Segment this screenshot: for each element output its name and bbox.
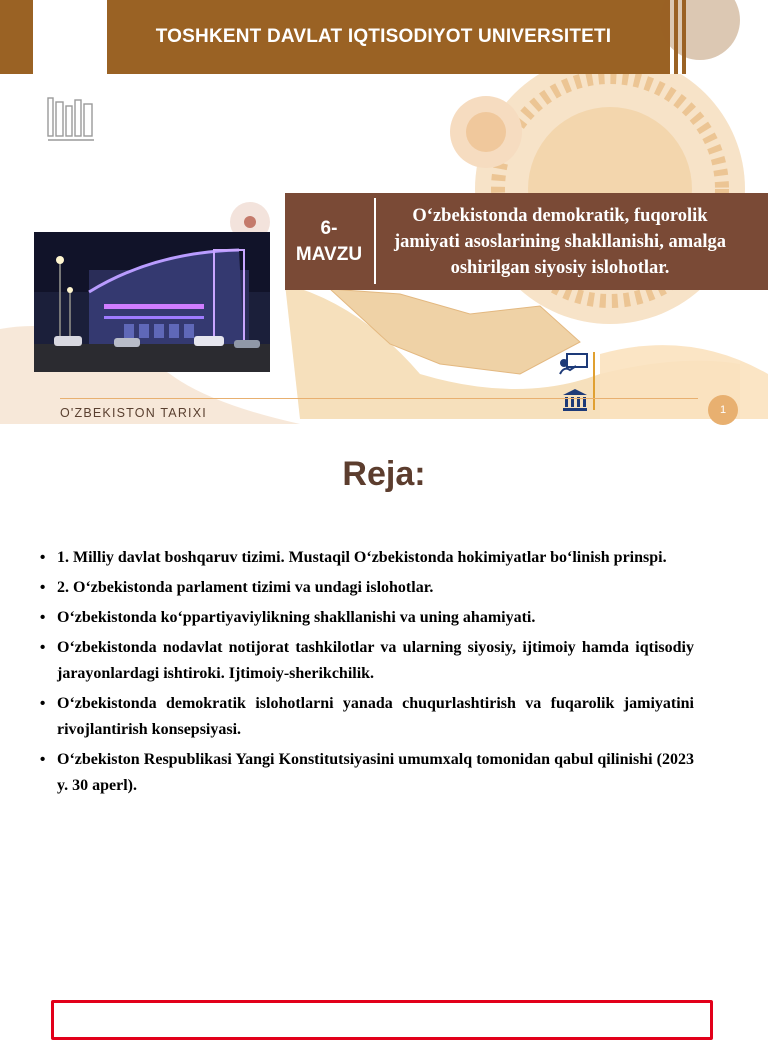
plan-item-text: 1. Milliy davlat boshqaruv tizimi. Mustaqil O‘zbekistonda hokimiyatlar bo‘linish prinspi. — [57, 549, 667, 566]
bullet-icon: • — [40, 609, 46, 626]
page-number: 1 — [708, 395, 738, 425]
library-logo-icon — [46, 96, 96, 144]
bullet-icon: • — [40, 751, 46, 768]
plan-item — [38, 575, 694, 601]
bullet-icon: • — [40, 579, 46, 596]
plan-list — [38, 545, 694, 803]
icon-divider — [593, 352, 595, 410]
topic-number-value: 6- — [320, 217, 338, 239]
plan-item — [38, 691, 694, 743]
plan-item — [38, 605, 694, 631]
plan-item — [38, 545, 694, 571]
red-frame — [51, 1000, 713, 1040]
topic-title: O‘zbekistonda demokratik, fuqorolik jamiyati asoslarining shakllanishi, amalga oshirilgan siyosiy islohotlar. — [393, 205, 727, 278]
bullet-icon: • — [40, 695, 46, 712]
topic-divider — [374, 198, 376, 284]
subject-underline — [60, 398, 698, 399]
university-building-icon — [562, 388, 588, 412]
subject-name: O'ZBEKISTON TARIXI — [60, 406, 207, 420]
bullet-icon: • — [40, 549, 46, 566]
plan-item-text: O‘zbekistonda ko‘ppartiyaviylikning shakllanishi va uning ahamiyati. — [57, 609, 536, 626]
header-left-accent — [0, 0, 33, 74]
topic-number — [285, 193, 373, 290]
presentation-icon — [558, 352, 590, 376]
bullet-icon: • — [40, 639, 46, 656]
plan-item-text: O‘zbekiston Respublikasi Yangi Konstitutsiyasini umumxalq tomonidan qabul qilinishi (2023 y. 30 aperl). — [57, 751, 694, 794]
plan-item — [38, 747, 694, 799]
plan-item — [38, 635, 694, 687]
topic-number-label: MAVZU — [295, 243, 363, 265]
university-title: TOSHKENT DAVLAT IQTISODIYOT UNIVERSITETI — [155, 26, 612, 47]
plan-item-text: O‘zbekistonda nodavlat notijorat tashkilotlar va ularning siyosiy, ijtimoiy hamda iqtisodiy jarayonlardagi ishtiroki. Ijtimoiy-sherikchilik. — [57, 639, 694, 682]
plan-item-text: 2. O‘zbekistonda parlament tizimi va undagi islohotlar. — [57, 579, 434, 596]
plan-heading: Reja: — [342, 455, 426, 493]
university-building-photo — [34, 232, 270, 372]
plan-item-text: O‘zbekistonda demokratik islohotlarni yanada chuqurlashtirish va fuqarolik jamiyatini rivojlantirish konsepsiyasi. — [57, 695, 694, 738]
